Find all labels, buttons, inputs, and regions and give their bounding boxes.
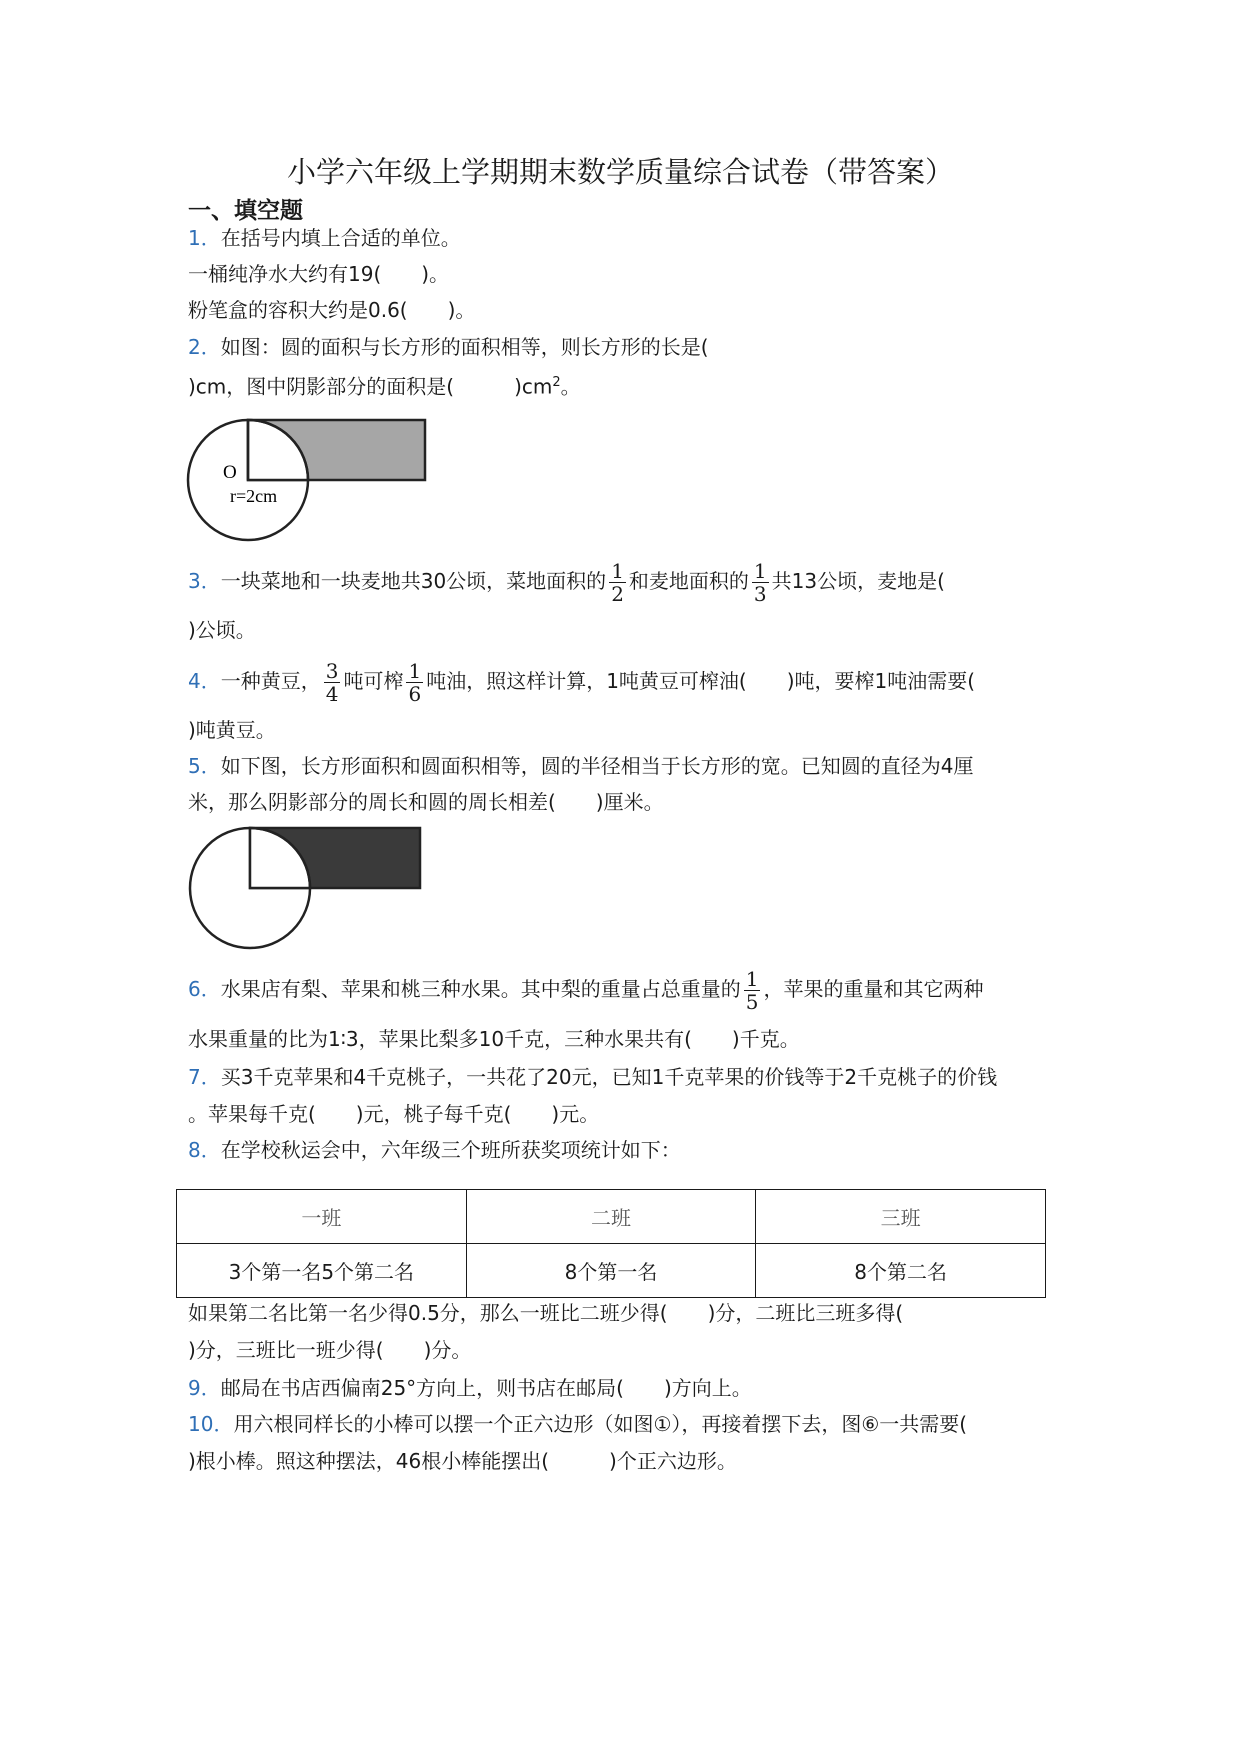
question-text: 用六根同样长的小棒可以摆一个正六边形（如图①），再接着摆下去，图⑥一共需要( [233,1412,968,1436]
center-label: O [223,462,237,483]
numerator: 3 [325,659,339,683]
question-4 [188,660,975,705]
question-2-line-2 [188,369,581,401]
table-cell: 8个第一名 [466,1244,756,1298]
question-number: 1． [188,226,221,250]
question-text: 。 [560,374,581,399]
table-cell: 3个第一名5个第二名 [177,1244,467,1298]
question-number: 6． [188,977,221,1001]
question-text: 吨油，照这样计算，1吨黄豆可榨油( )吨，要榨1吨油需要( [426,669,976,693]
question-7 [188,1063,997,1091]
question-6 [188,968,983,1013]
q5-figure [185,825,445,960]
table-cell: 8个第二名 [756,1244,1046,1298]
question-number: 2． [188,335,221,359]
fraction [752,560,769,605]
denominator: 2 [611,582,624,606]
question-text: 一种黄豆， [220,669,321,693]
page-title: 小学六年级上学期期末数学质量综合试卷（带答案） [286,155,954,189]
question-8-line-2: 如果第二名比第一名少得0.5分，那么一班比二班少得( )分，二班比三班多得( [188,1301,904,1325]
question-1-line-3: 粉笔盒的容积大约是0.6( )。 [188,298,476,322]
superscript: 2 [552,375,561,390]
table-header: 二班 [466,1190,756,1244]
question-text: 邮局在书店西偏南25°方向上，则书店在邮局( )方向上。 [220,1376,752,1400]
question-6-line-2: 水果重量的比为1∶3，苹果比梨多10千克，三种水果共有( )千克。 [188,1027,800,1051]
question-2 [188,333,709,361]
question-text: 水果店有梨、苹果和桃三种水果。其中梨的重量占总重量的 [220,977,741,1001]
denominator: 4 [325,682,339,706]
numerator: 1 [753,559,767,583]
question-number: 5． [188,754,221,778]
question-number: 4． [188,669,221,693]
q2-figure [185,410,445,550]
question-10 [188,1410,967,1438]
denominator: 3 [753,582,767,606]
fraction [609,560,626,605]
section-heading: 一、填空题 [188,198,303,224]
question-text: 吨可榨 [343,669,404,693]
question-text: )cm，图中阴影部分的面积是( )cm [188,374,553,399]
question-text: ，苹果的重量和其它两种 [763,977,984,1001]
question-number: 10． [188,1412,234,1436]
question-3 [188,560,945,605]
question-1 [188,224,461,252]
question-number: 9． [188,1376,221,1400]
question-text: 如图：圆的面积与长方形的面积相等，则长方形的长是( [220,335,709,359]
question-text: 一块菜地和一块麦地共30公顷，菜地面积的 [220,569,607,593]
denominator: 6 [408,682,422,706]
question-10-line-2: )根小棒。照这种摆法，46根小棒能摆出( )个正六边形。 [188,1449,737,1473]
question-8 [188,1136,681,1164]
question-text: 共13公顷，麦地是( [771,569,945,593]
question-4-line-2: )吨黄豆。 [188,718,276,742]
question-number: 8． [188,1138,221,1162]
question-9 [188,1374,752,1402]
radius-label: r=2cm [230,486,278,506]
fraction [324,660,341,705]
question-3-line-2: )公顷。 [188,618,256,642]
table-row [177,1244,1046,1298]
question-text: 如下图，长方形面积和圆面积相等，圆的半径相当于长方形的宽。已知圆的直径为4厘 [220,754,974,778]
question-5 [188,752,973,780]
numerator: 1 [745,967,759,991]
question-text: 在括号内填上合适的单位。 [220,226,461,250]
numerator: 1 [408,659,422,683]
fraction [744,968,761,1013]
question-text: 和麦地面积的 [628,569,749,593]
denominator: 5 [745,990,759,1014]
question-8-line-3: )分，三班比一班少得( )分。 [188,1338,472,1362]
numerator: 1 [611,559,624,583]
question-1-line-2: 一桶纯净水大约有19( )。 [188,262,450,286]
table-header: 一班 [177,1190,467,1244]
question-7-line-2: 。苹果每千克( )元，桃子每千克( )元。 [188,1102,600,1126]
table-header-row [177,1190,1046,1244]
table-header: 三班 [756,1190,1046,1244]
question-text: 在学校秋运会中，六年级三个班所获奖项统计如下： [220,1138,681,1162]
question-5-line-2: 米，那么阴影部分的周长和圆的周长相差( )厘米。 [188,790,664,814]
question-text: 买3千克苹果和4千克桃子，一共花了20元，已知1千克苹果的价钱等于2千克桃子的价钱 [220,1065,998,1089]
question-number: 3． [188,569,221,593]
awards-table [176,1189,1046,1298]
question-number: 7． [188,1065,221,1089]
fraction [406,660,423,705]
